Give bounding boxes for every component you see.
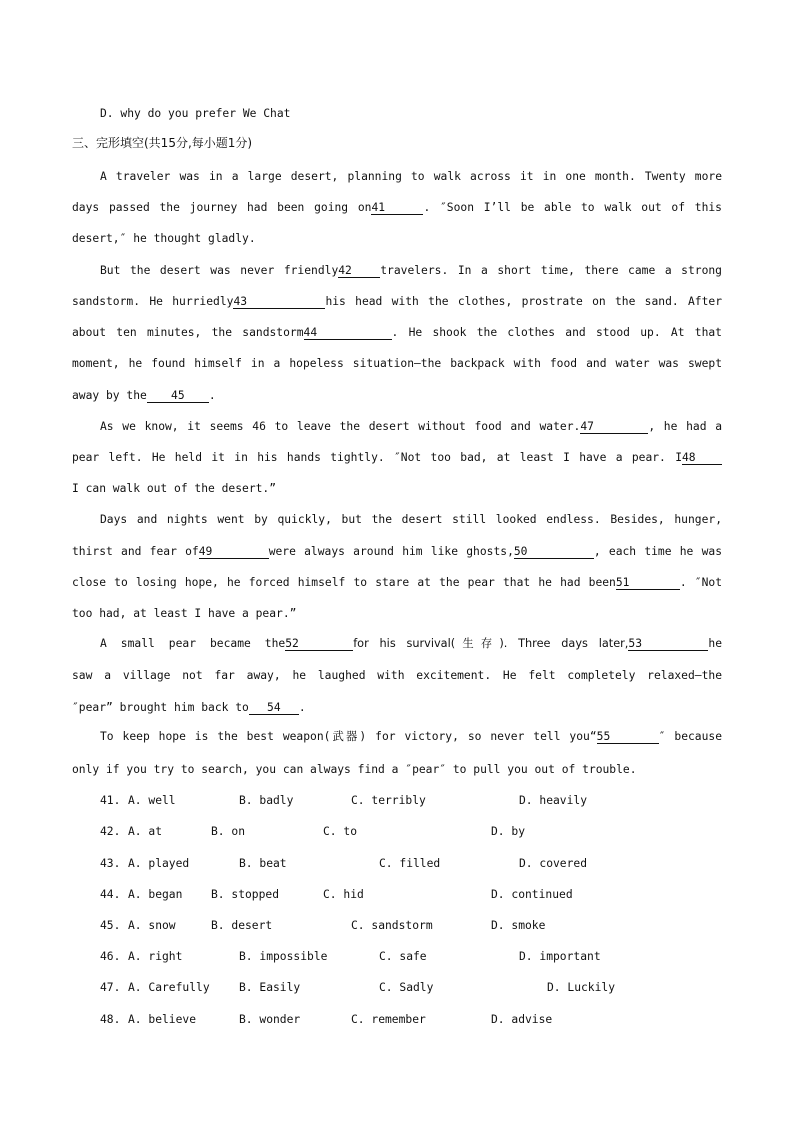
blank-42: 42 xyxy=(338,264,380,278)
option-d[interactable]: D. smoke xyxy=(491,919,546,932)
passage-line: To keep hope is the best weapon(武器) for victory, so never tell you“55 ″ because xyxy=(100,730,722,743)
option-a[interactable]: A. snow xyxy=(128,919,176,932)
blank-48: 48 xyxy=(682,451,722,465)
blank-52: 52 xyxy=(285,637,353,651)
option-c[interactable]: C. to xyxy=(323,825,358,838)
passage-line: about ten minutes, the sandstorm44 . He shook the clothes and stood up. At that xyxy=(72,326,722,339)
option-d[interactable]: D. advise xyxy=(491,1013,553,1026)
section-title: 三、完形填空(共15分,每小题1分) xyxy=(72,136,253,150)
option-a[interactable]: A. right xyxy=(128,950,183,963)
option-b[interactable]: B. Easily xyxy=(239,981,301,994)
question-number: 42. xyxy=(100,825,121,838)
passage-line: sandstorm. He hurriedly43 his head with the clothes, prostrate on the sand. After xyxy=(72,295,722,308)
option-b[interactable]: B. on xyxy=(211,825,246,838)
option-a[interactable]: A. Carefully xyxy=(128,981,210,994)
passage-line: too had, at least I have a pear.” xyxy=(72,607,297,620)
blank-47: 47 xyxy=(580,420,648,434)
option-d[interactable]: D. covered xyxy=(519,857,588,870)
question-number: 44. xyxy=(100,888,121,901)
blank-49: 49 xyxy=(199,545,269,559)
passage-line: pear left. He held it in his hands tightly. ″Not too bad, at least I have a pear. I48 xyxy=(72,450,722,466)
option-b[interactable]: B. stopped xyxy=(211,888,280,901)
passage-line: days passed the journey had been going on41 . ″Soon I’ll be able to walk out of this xyxy=(72,201,722,214)
passage-line: away by the 45 . xyxy=(72,389,216,402)
question-number: 43. xyxy=(100,857,121,870)
passage-line: only if you try to search, you can always find a ″pear″ to pull you out of trouble. xyxy=(72,763,637,776)
option-b[interactable]: B. desert xyxy=(211,919,273,932)
question-number: 46. xyxy=(100,950,121,963)
option-b[interactable]: B. impossible xyxy=(239,950,328,963)
option-b[interactable]: B. wonder xyxy=(239,1013,301,1026)
option-d[interactable]: D. continued xyxy=(491,888,573,901)
option-d[interactable]: D. by xyxy=(491,825,526,838)
option-c[interactable]: C. Sadly xyxy=(379,981,434,994)
passage-line: But the desert was never friendly42 travelers. In a short time, there came a strong xyxy=(100,264,722,277)
option-c[interactable]: C. remember xyxy=(351,1013,426,1026)
option-d[interactable]: D. heavily xyxy=(519,794,588,807)
blank-50: 50 xyxy=(514,545,594,559)
blank-51: 51 xyxy=(616,576,680,590)
passage-line: saw a village not far away, he laughed with excitement. He felt completely relaxed—the xyxy=(72,669,722,682)
option-c[interactable]: C. filled xyxy=(379,857,441,870)
question-number: 48. xyxy=(100,1013,121,1026)
question-number: 41. xyxy=(100,794,121,807)
option-c[interactable]: C. hid xyxy=(323,888,364,901)
blank-41: 41 xyxy=(371,201,423,215)
blank-43: 43 xyxy=(233,295,325,309)
passage-line: I can walk out of the desert.” xyxy=(72,482,277,495)
passage-line: A small pear became the52 for his survival(生存). Three days later,53 he xyxy=(100,637,722,650)
passage-line: Days and nights went by quickly, but the desert still looked endless. Besides, hunger, xyxy=(100,513,722,526)
passage-line: ″pear” brought him back to 54 . xyxy=(72,701,306,714)
option-a[interactable]: A. well xyxy=(128,794,176,807)
blank-45: 45 xyxy=(147,389,209,403)
option-c[interactable]: C. sandstorm xyxy=(351,919,433,932)
passage-line: As we know, it seems 46 to leave the desert without food and water.47 , he had a xyxy=(100,420,723,433)
blank-54: 54 xyxy=(249,701,299,715)
blank-44: 44 xyxy=(304,326,392,340)
option-a[interactable]: A. believe xyxy=(128,1013,197,1026)
blank-53: 53 xyxy=(628,637,708,651)
option-c[interactable]: C. terribly xyxy=(351,794,426,807)
passage-line: close to losing hope, he forced himself to stare at the pear that he had been51 . ″Not xyxy=(72,576,722,589)
option-b[interactable]: B. badly xyxy=(239,794,294,807)
option-c[interactable]: C. safe xyxy=(379,950,427,963)
passage-line: A traveler was in a large desert, planning to walk across it in one month. Twenty more xyxy=(100,170,722,183)
option-d[interactable]: D. important xyxy=(519,950,601,963)
question-number: 45. xyxy=(100,919,121,932)
option-a[interactable]: A. at xyxy=(128,825,163,838)
passage-line: thirst and fear of49 were always around him like ghosts,50 , each time he was xyxy=(72,545,722,558)
option-b[interactable]: B. beat xyxy=(239,857,287,870)
option-a[interactable]: A. began xyxy=(128,888,183,901)
option-d[interactable]: D. Luckily xyxy=(547,981,616,994)
question-number: 47. xyxy=(100,981,121,994)
passage-line: moment, he found himself in a hopeless situation—the backpack with food and water was swept xyxy=(72,357,722,370)
passage-line: desert,″ he thought gladly. xyxy=(72,232,256,245)
option-a[interactable]: A. played xyxy=(128,857,190,870)
blank-55: 55 xyxy=(597,730,659,744)
prev-option-d: D. why do you prefer We Chat xyxy=(100,107,291,120)
